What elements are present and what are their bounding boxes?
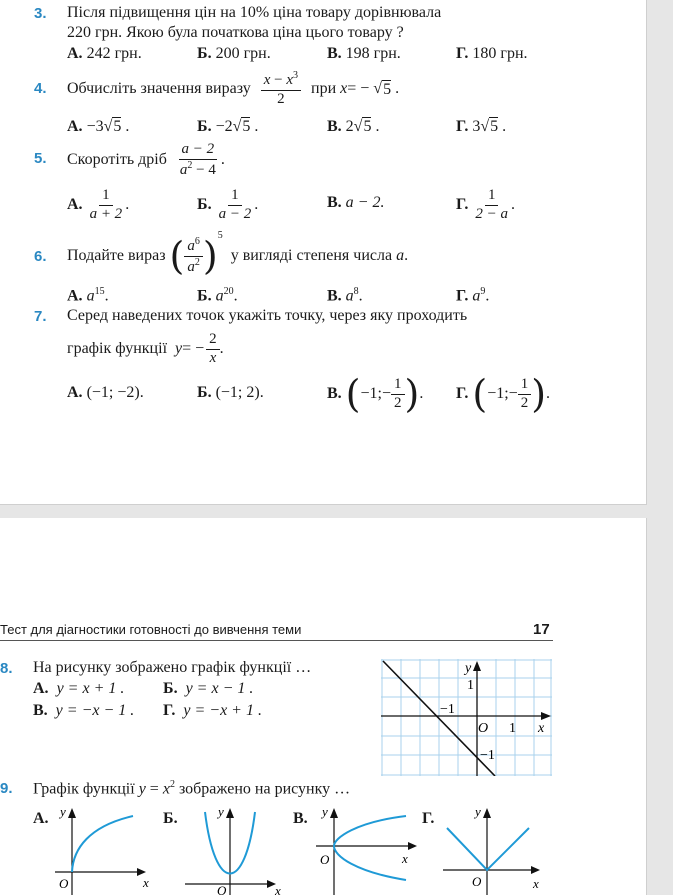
question-text: На рисунку зображено графік функції … <box>33 659 312 676</box>
option-b-label[interactable]: Б. <box>163 810 178 827</box>
option-c-graph[interactable] <box>316 804 421 895</box>
question-text-line2: 220 грн. Якою була початкова ціна цього товару ? <box>67 24 404 41</box>
option-a[interactable]: А. $a^{15}$. <box>67 286 109 305</box>
option-c[interactable]: В. ( −1;− $\frac{1}{2}$ ) . <box>327 372 424 416</box>
expression-fraction: $\frac{a - 2}{a^2 - 4}$ <box>179 141 216 178</box>
option-b[interactable]: Б. $a^{20}$. <box>197 286 238 305</box>
svg-text:y: y <box>218 804 224 819</box>
graph-grid <box>381 659 552 776</box>
svg-text:x: x <box>143 875 149 890</box>
x-axis-arrow <box>541 712 551 720</box>
question-text-line1: Серед наведених точок укажіть точку, через яку проходить <box>67 307 468 324</box>
option-c[interactable]: В. 198 грн. <box>327 45 401 62</box>
svg-text:O: O <box>472 874 482 889</box>
page-header-title: Тест для діагностики готовності до вивчення теми <box>0 622 302 637</box>
svg-text:y: y <box>322 804 328 819</box>
option-d[interactable]: Г. 3√5 . <box>456 118 507 135</box>
option-b[interactable]: Б. −2√5 . <box>197 118 259 135</box>
option-d-label[interactable]: Г. <box>422 810 435 827</box>
option-c-label[interactable]: В. <box>293 810 308 827</box>
page-bottom <box>0 518 647 895</box>
function-graph <box>381 659 552 776</box>
option-d-graph[interactable] <box>443 804 548 895</box>
option-d[interactable]: Г. ( −1;− $\frac{1}{2}$ ) . <box>456 372 551 416</box>
svg-text:x: x <box>402 851 408 866</box>
graph-one-x-label: 1 <box>509 721 516 736</box>
question-number: 8. <box>0 660 13 677</box>
graph-minus-one-x-label: −1 <box>440 702 455 717</box>
option-a[interactable]: А. (−1; −2). <box>67 384 144 401</box>
svg-text:O: O <box>320 852 330 867</box>
option-a[interactable]: А. −3√5 . <box>67 118 130 135</box>
option-c[interactable]: В. a − 2. <box>327 194 385 211</box>
question-text: Обчисліть значення виразу $\frac{x - x^3}{2}$ при x = − √ 5 . <box>67 70 400 107</box>
option-a-graph[interactable] <box>55 804 155 895</box>
svg-text:y: y <box>60 804 66 819</box>
option-a[interactable]: А. y = x + 1 . <box>33 680 125 697</box>
option-a[interactable]: А. 242 грн. <box>67 45 142 62</box>
header-rule <box>0 640 553 641</box>
option-d[interactable]: Г. $\frac{1}{2 - a}$ . <box>456 187 515 222</box>
option-b[interactable]: Б. $\frac{1}{a - 2}$ . <box>197 187 259 222</box>
option-d[interactable]: Г. $a^9$. <box>456 286 490 305</box>
graph-one-y-label: 1 <box>467 678 474 693</box>
option-a-label[interactable]: А. <box>33 810 49 827</box>
graph-origin-label: O <box>478 721 489 736</box>
option-b[interactable]: Б. y = x − 1 . <box>163 680 254 697</box>
svg-text:O: O <box>217 883 227 895</box>
page-number: 17 <box>533 621 550 638</box>
question-number: 4. <box>34 80 47 97</box>
option-d[interactable]: Г. 180 грн. <box>456 45 528 62</box>
option-b-graph[interactable] <box>185 804 290 895</box>
svg-text:x: x <box>275 883 281 895</box>
question-number: 5. <box>34 150 47 167</box>
y-axis-arrow <box>473 661 481 671</box>
option-c[interactable]: В. y = −x − 1 . <box>33 702 135 719</box>
question-text-line2: графік функції y = − $\frac{2}{x}$ . <box>67 331 224 366</box>
question-text: Подайте вираз ( $\frac{a^6}{a^2}$ ) $^5$ у вигляді степеня числа a . <box>67 230 409 278</box>
option-d[interactable]: Г. y = −x + 1 . <box>163 702 262 719</box>
option-a[interactable]: А. $\frac{1}{a + 2}$ . <box>67 187 130 222</box>
question-text: Графік функції $y = x^2$ зображено на рисунку … <box>33 779 351 798</box>
svg-text:y: y <box>475 804 481 819</box>
graph-y-label: y <box>465 661 472 676</box>
question-number: 9. <box>0 780 13 797</box>
option-c[interactable]: В. 2√5 . <box>327 118 380 135</box>
question-text-line1: Після підвищення цін на 10% ціна товару дорівнювала <box>67 4 442 21</box>
svg-text:O: O <box>59 876 69 891</box>
option-c[interactable]: В. $a^8$. <box>327 286 363 305</box>
graph-x-label: x <box>538 721 545 736</box>
question-number: 7. <box>34 308 47 325</box>
option-b[interactable]: Б. (−1; 2). <box>197 384 264 401</box>
question-number: 6. <box>34 248 47 265</box>
question-number: 3. <box>34 5 47 22</box>
question-text: Скоротіть дріб $\frac{a - 2}{a^2 - 4}$ . <box>67 141 225 178</box>
svg-text:x: x <box>533 876 539 891</box>
graph-minus-one-y-label: −1 <box>480 748 495 763</box>
option-b[interactable]: Б. 200 грн. <box>197 45 271 62</box>
expression-fraction: $\frac{x - x^3}{2}$ <box>261 70 301 108</box>
